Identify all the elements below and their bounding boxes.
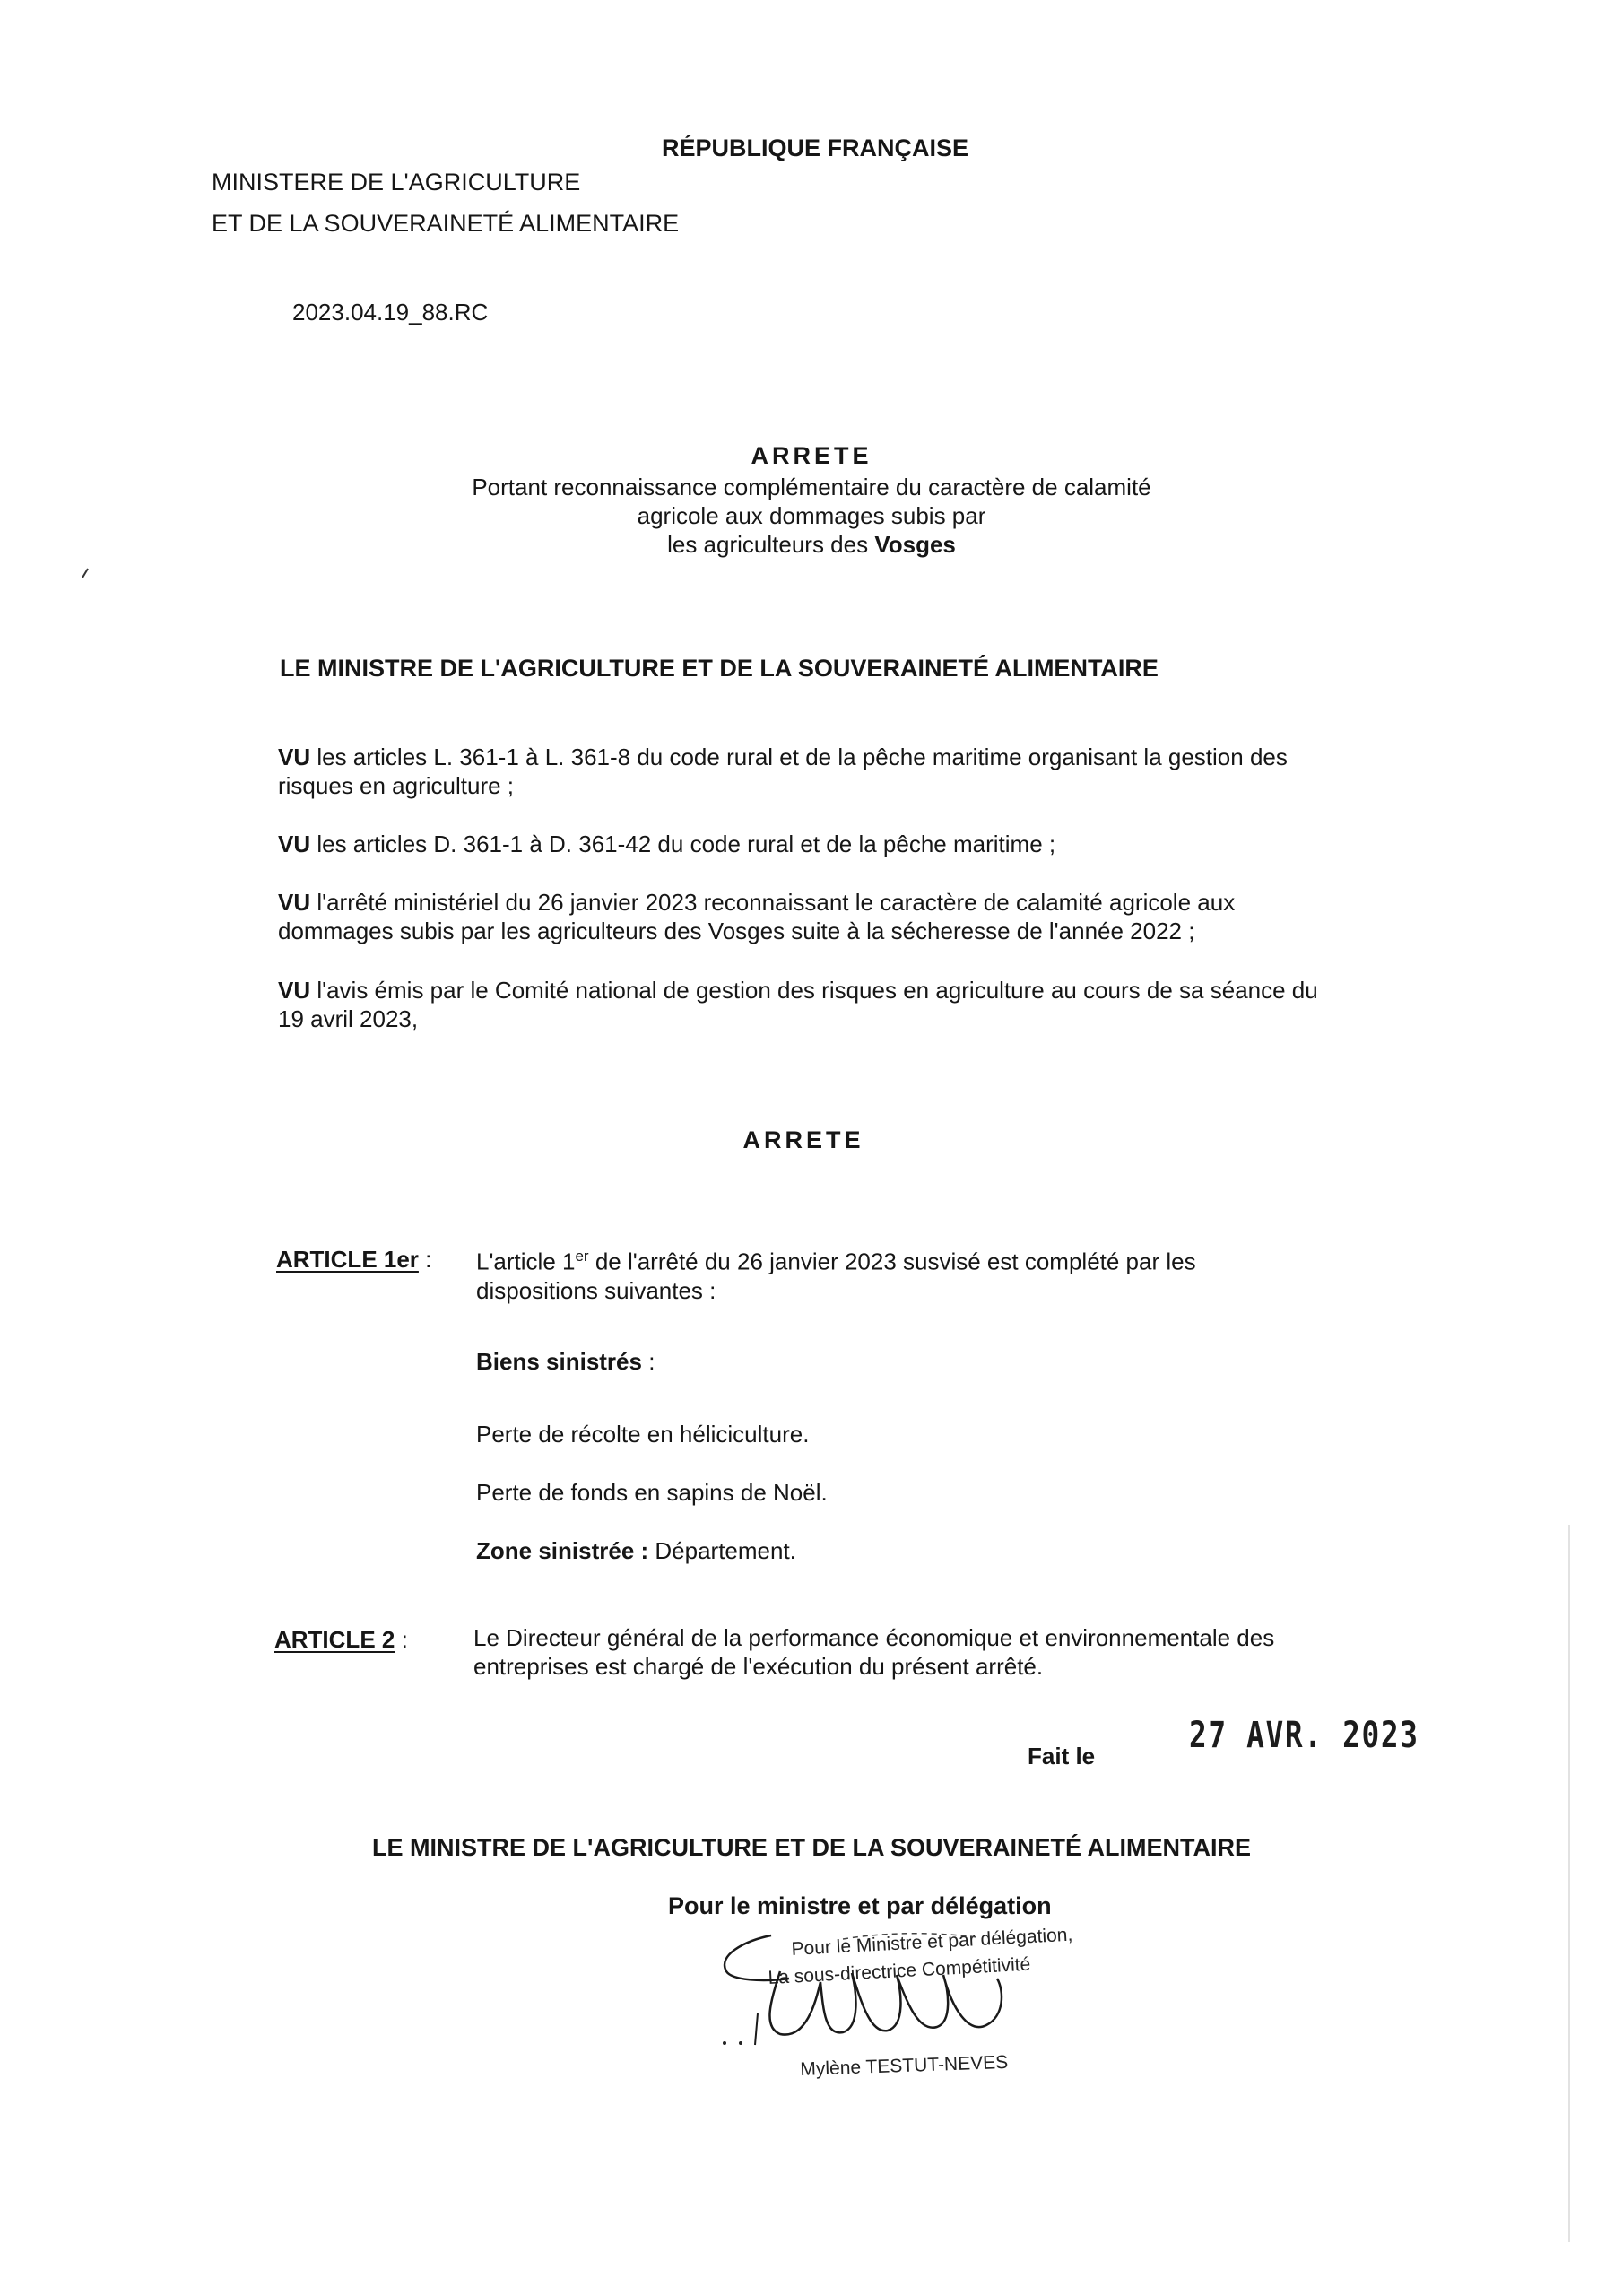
vu-text: les articles D. 361-1 à D. 361-42 du code rural et de la pêche maritime ; — [310, 831, 1056, 857]
vu-text: l'avis émis par le Comité national de gestion des risques en agriculture au cours de sa séance du 19 avril 2023, — [278, 977, 1318, 1032]
zone-sinistree — [476, 1536, 796, 1565]
vu-paragraph-1 — [278, 743, 1327, 800]
signatory-name: Mylène TESTUT-NEVES — [800, 2051, 1009, 2080]
article-1-superscript: er — [575, 1248, 589, 1265]
subtitle-department: Vosges — [874, 531, 956, 558]
article-2-label-text: ARTICLE 2 — [274, 1626, 395, 1653]
handwritten-signature — [708, 1928, 1085, 2054]
article-2-text: Le Directeur général de la performance économique et environnementale des entreprises est chargé de l'exécution du présent arrêté. — [473, 1624, 1275, 1680]
biens-colon: : — [641, 1348, 655, 1375]
delegation-line: Pour le ministre et par délégation — [668, 1892, 1052, 1919]
vu-prefix: VU — [278, 831, 311, 857]
loss-item-1: Perte de récolte en héliciculture. — [476, 1421, 810, 1448]
zone-value: Département. — [648, 1537, 796, 1564]
republique-header: RÉPUBLIQUE FRANÇAISE — [662, 135, 969, 161]
article-1-label — [276, 1245, 431, 1274]
vu-text: les articles L. 361-1 à L. 361-8 du code rural et de la pêche maritime organisant la gestion des risques en agriculture ; — [278, 744, 1288, 799]
article-1-colon: : — [418, 1246, 432, 1273]
article-1-text-after: de l'arrêté du 26 janvier 2023 susvisé est complété par les dispositions suivantes : — [476, 1248, 1196, 1304]
reference-number: 2023.04.19_88.RC — [292, 299, 489, 326]
article-1-text-before: L'article 1 — [476, 1248, 576, 1275]
scan-speck — [79, 567, 91, 579]
zone-label: Zone sinistrée : — [476, 1537, 649, 1564]
article-2-label — [274, 1625, 408, 1654]
vu-text: l'arrêté ministériel du 26 janvier 2023 reconnaissant le caractère de calamité agricole aux dommages subis par les agriculteurs des Vosges suite à la sécheresse de l'année 2022 ; — [278, 889, 1236, 944]
subtitle-line-2: agricole aux dommages subis par — [637, 502, 986, 529]
biens-sinistres — [476, 1347, 655, 1376]
document-title: ARRETE — [751, 442, 872, 469]
date-stamp: 27 AVR. 2023 — [1189, 1715, 1419, 1756]
vu-prefix: VU — [278, 744, 311, 770]
loss-item-2: Perte de fonds en sapins de Noël. — [476, 1479, 828, 1506]
minister-heading: LE MINISTRE DE L'AGRICULTURE ET DE LA SOUVERAINETÉ ALIMENTAIRE — [280, 655, 1159, 682]
scan-edge-line — [1567, 1525, 1571, 2242]
vu-paragraph-4 — [278, 976, 1327, 1033]
fait-le-label: Fait le — [1028, 1743, 1096, 1770]
vu-prefix: VU — [278, 977, 311, 1004]
article-1-label-text: ARTICLE 1er — [276, 1246, 419, 1273]
signature-minister-heading: LE MINISTRE DE L'AGRICULTURE ET DE LA SOUVERAINETÉ ALIMENTAIRE — [372, 1834, 1251, 1861]
ministry-line-1: MINISTERE DE L'AGRICULTURE — [212, 169, 581, 196]
vu-paragraph-3 — [278, 888, 1327, 945]
arrete-heading: ARRETE — [742, 1126, 864, 1153]
subtitle-prefix: les agriculteurs des — [667, 531, 875, 558]
stamp-line-1: Pour le Ministre et par délégation, — [791, 1924, 1073, 1960]
ministry-line-2: ET DE LA SOUVERAINETÉ ALIMENTAIRE — [212, 210, 680, 237]
vu-paragraph-2 — [278, 830, 1327, 858]
subtitle-line-3 — [0, 530, 1623, 559]
article-1-text — [476, 1242, 1324, 1305]
stamp-line-2: La sous-directrice Compétitivité — [768, 1953, 1031, 1988]
biens-label: Biens sinistrés — [476, 1348, 642, 1375]
article-2-colon: : — [395, 1626, 408, 1653]
vu-prefix: VU — [278, 889, 311, 916]
subtitle-line-1: Portant reconnaissance complémentaire du caractère de calamité — [472, 474, 1151, 500]
